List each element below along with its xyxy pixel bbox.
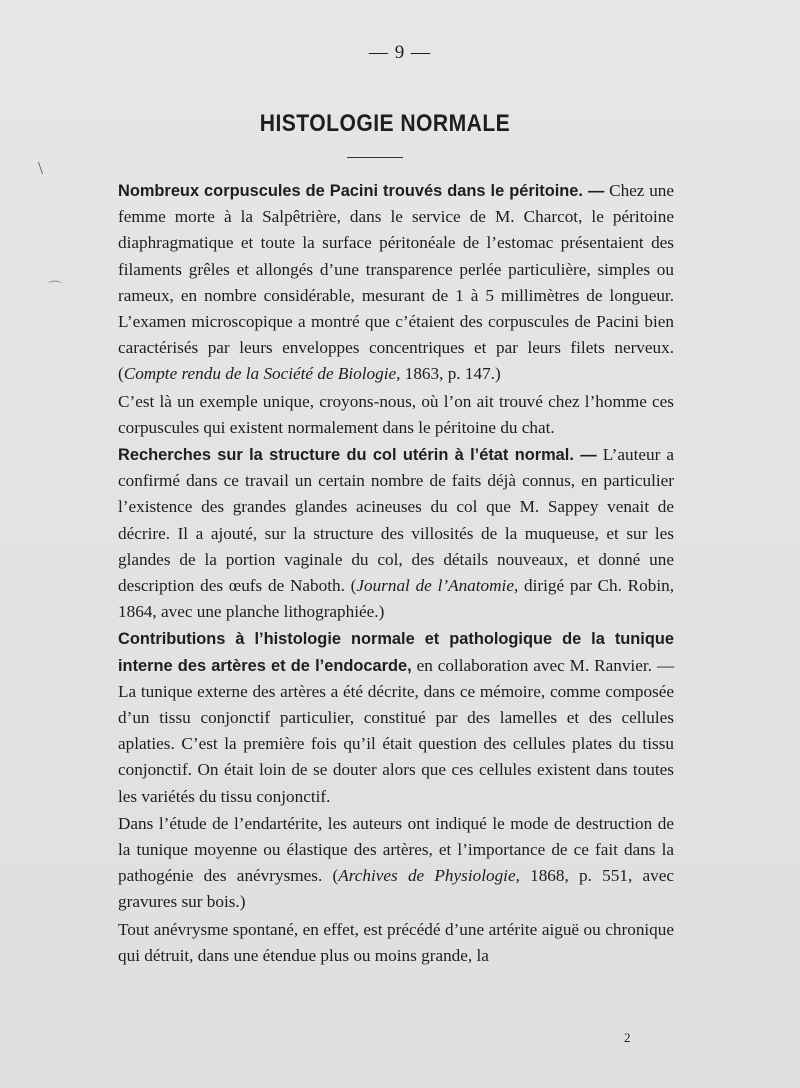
- paragraph-body: — La tunique externe des artères a été décrite, dans ce mémoire, comme composée d’un tissu conjonctif particulier, constitué par des lamelles et des cellules aplaties. C’est la première fois qu’il était question des cellules plates du tissu conjonctif. On était loin de se douter alors que ces cellules existent dans toutes les variétés du tissu conjonctif.: [118, 655, 675, 806]
- title-rule: [347, 157, 403, 158]
- paragraph-anevrysme: [118, 917, 674, 969]
- citation-details: 1868, p. 551, avec gravures sur bois.): [118, 866, 674, 912]
- citation-details: 1863, p. 147.): [400, 364, 501, 384]
- body-text: [118, 178, 674, 970]
- paragraph-heading-suffix: en collaboration avec M. Ranvier.: [411, 655, 652, 675]
- citation-journal: Archives de Physiologie,: [338, 866, 520, 886]
- paragraph-heading: Recherches sur la structure du col utérin à l’état normal. —: [118, 446, 597, 465]
- section-title: HISTOLOGIE NORMALE: [259, 110, 511, 137]
- paragraph-arteres: [118, 626, 674, 809]
- signature-mark: 2: [624, 1030, 631, 1045]
- citation-journal: Journal de l’Anatomie,: [356, 576, 519, 596]
- paragraph-body: C’est là un exemple unique, croyons-nous, où l’on ait trouvé chez l’homme ces corpuscules qui existent normalement dans le péritoine du chat.: [118, 391, 674, 437]
- paragraph-pacini: [118, 178, 674, 388]
- paragraph-body: Dans l’étude de l’endartérite, les auteurs ont indiqué le mode de destruction de la tunique moyenne ou élastique des artères, et l’importance de ce fait dans la pathogénie des anévrysmes. (: [118, 813, 674, 886]
- paragraph-body: Tout anévrysme spontané, en effet, est précédé d’une artérite aiguë ou chronique qui détruit, dans une étendue plus ou moins grande, la: [118, 919, 674, 965]
- paragraph-heading: Contributions à l’histologie normale et pathologique de la tunique interne des artères et de l’endocarde,: [118, 630, 674, 675]
- page-number: — 9 —: [369, 42, 431, 63]
- citation-journal: Compte rendu de la Société de Biologie,: [123, 364, 401, 384]
- paragraph-heading: Nombreux corpuscules de Pacini trouvés dans le péritoine. —: [118, 182, 605, 200]
- citation-details: dirigé par Ch. Robin, 1864, avec une planche lithographiée.): [118, 576, 675, 622]
- paragraph-body: L’auteur a confirmé dans ce travail un certain nombre de faits déjà connus, en particulier l’existence des grandes glandes acineuses du col que M. Sappey venait de décrire. Il a ajouté, sur la structure des villosités de la muqueuse, et sur les glandes de la portion vaginale du col, des détails nouveaux, et donné une description des œufs de Naboth. (: [118, 445, 675, 596]
- paragraph-body: Chez une femme morte à la Salpêtrière, dans le service de M. Charcot, le péritoine diaphragmatique et toute la surface péritonéale de l’estomac présentaient des filaments grêles et allongés d’une transparence perlée particulière, simples ou rameux, en nombre considérable, mesurant de 1 à 5 millimètres de longueur. L’examen microscopique a montré que c’étaient des corpuscules de Pacini bien caractérisés par leurs enveloppes concentriques et par leurs filets nerveux. (: [118, 181, 675, 384]
- paragraph-endarterite: [118, 811, 674, 916]
- paragraph-col-uterin: [118, 442, 674, 625]
- paragraph-pacini-remark: [118, 389, 674, 441]
- margin-mark: ⌒: [48, 282, 62, 297]
- margin-mark: \: [38, 158, 44, 178]
